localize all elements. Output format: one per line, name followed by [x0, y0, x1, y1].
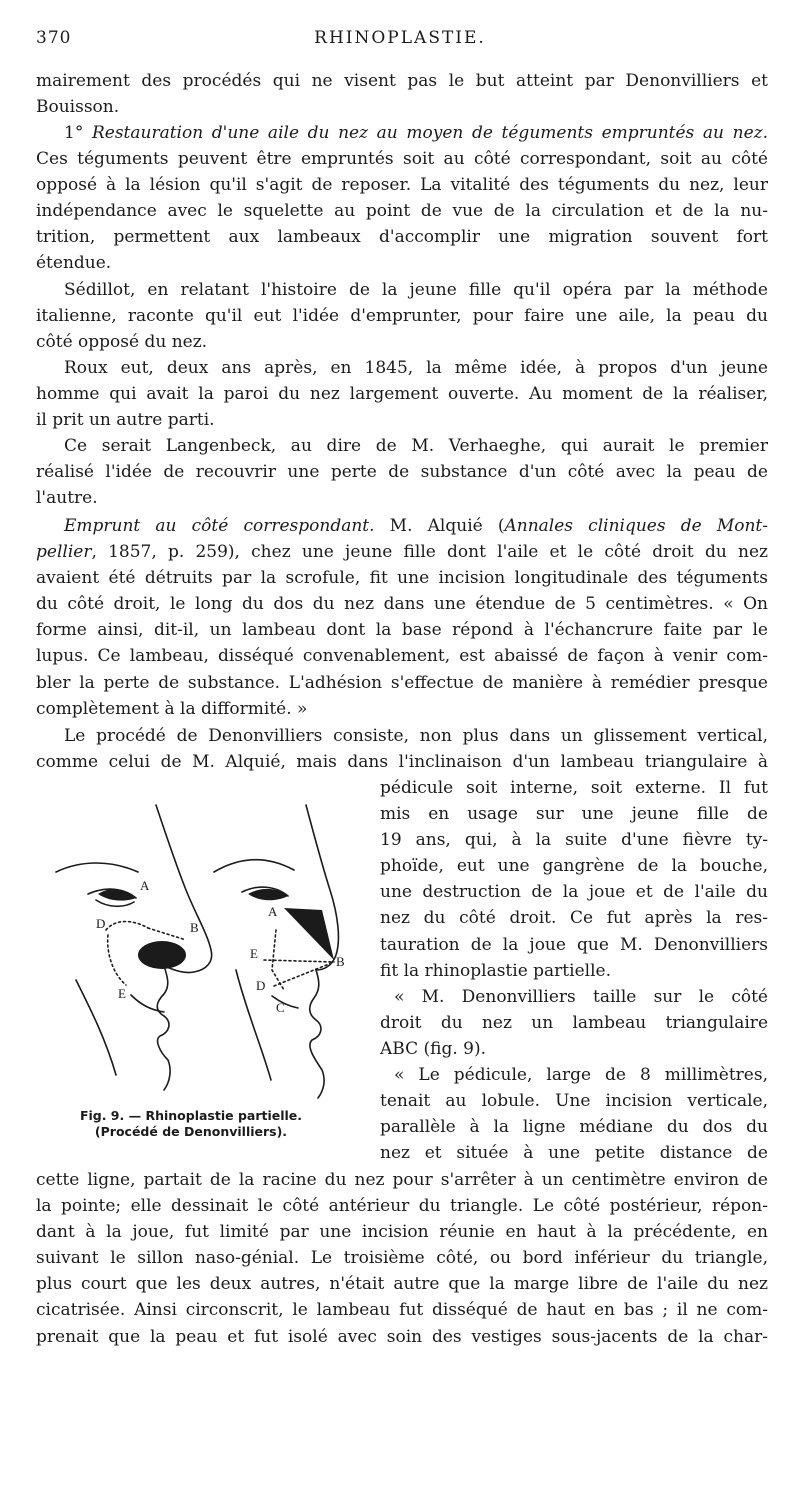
text-line: opposé à la lésion qu'il s'agit de reposer. La vitalité des téguments du nez, leur: [36, 175, 768, 196]
left-eye-lower: [96, 900, 134, 906]
text-line: cicatrisée. Ainsi circonscrit, le lambeau fut disséqué de haut en bas ; il ne com-: [36, 1300, 768, 1321]
label-right-a: A: [268, 904, 278, 919]
right-eyebrow: [214, 860, 294, 872]
text-line: complètement à la difformité. »: [36, 698, 308, 719]
text-line: ABC (fig. 9).: [380, 1038, 487, 1059]
running-title: RHINOPLASTIE.: [314, 28, 486, 48]
left-chin-profile: [158, 1016, 171, 1090]
label-left-d: D: [96, 916, 106, 931]
left-eye: [98, 889, 136, 901]
text-line: indépendance avec le squelette au point de vue de la circulation et de la nu-: [36, 201, 768, 222]
left-nostril-defect: [138, 941, 186, 969]
text-line: il prit un autre parti.: [36, 410, 215, 431]
paragraph-alquie: [36, 513, 768, 722]
paragraph-sedillot: [36, 277, 768, 355]
text-line: Le procédé de Denonvilliers consiste, non plus dans un glissement vertical,: [64, 726, 768, 746]
figure-caption: [36, 1108, 346, 1140]
text-line: Roux eut, deux ans après, en 1845, la même idée, à propos d'un jeune: [64, 358, 768, 378]
text-line: lupus. Ce lambeau, disséqué convenablement, est abaissé de façon à venir com-: [36, 646, 768, 667]
right-chin-profile: [310, 970, 324, 1098]
text-line: Ces téguments peuvent être empruntés soit au côté correspondant, soit au côté: [36, 149, 768, 170]
text-line: Sédillot, en relatant l'histoire de la jeune fille qu'il opéra par la méthode: [64, 280, 768, 300]
text-line: tauration de la joue que M. Denonvilliers: [380, 934, 768, 955]
text-line: réalisé l'idée de recouvrir une perte de substance d'un côté avec la peau de: [36, 462, 768, 483]
label-left-e: E: [118, 986, 126, 1001]
paragraph-restauration: [36, 120, 768, 277]
page-number: 370: [36, 28, 72, 48]
text-line: mairement des procédés qui ne visent pas le but atteint par Denonvilliers et: [36, 71, 768, 91]
label-left-b: B: [190, 920, 199, 935]
left-lip-profile: [157, 966, 168, 1016]
left-dotted-outline: [106, 922, 148, 931]
subsection-heading: Emprunt au côté correspondant.: [64, 516, 375, 536]
right-triangular-flap: [284, 908, 334, 960]
text-line: avaient été détruits par la scrofule, fit une incision longitudinale des téguments: [36, 568, 768, 589]
text-line: Ce serait Langenbeck, au dire de M. Verhaeghe, qui aurait le premier: [64, 436, 768, 456]
label-right-d: D: [256, 978, 266, 993]
label-left-a: A: [140, 878, 150, 893]
paragraph-bottom: [36, 1167, 768, 1350]
section-heading: Restauration d'une aile du nez au moyen de téguments empruntés au nez.: [91, 123, 768, 143]
text-line: « M. Denonvilliers taille sur le côté: [394, 986, 768, 1007]
text-line: Bouisson.: [36, 97, 120, 118]
text-line: mis en usage sur une jeune fille de: [380, 804, 768, 825]
text-line: bler la perte de substance. L'adhésion s'effectue de manière à remédier presque: [36, 672, 768, 693]
paragraph-denonvilliers: [36, 723, 768, 775]
text-line: nez et située à une petite distance de: [380, 1143, 768, 1164]
nose-diagram: [36, 790, 346, 1100]
text-line: pellier, 1857, p. 259), chez une jeune fille dont l'aile et le côté droit du nez: [36, 542, 768, 563]
text-line: pédicule soit interne, soit externe. Il fut: [380, 778, 768, 798]
text-line: phoïde, eut une gangrène de la bouche,: [380, 856, 768, 877]
text-line: suivant le sillon naso-génial. Le troisième côté, ou bord inférieur du triangle,: [36, 1248, 768, 1269]
text-line: Emprunt au côté correspondant. M. Alquié (Annales cliniques de Mont-: [64, 516, 768, 536]
running-header: [36, 28, 764, 54]
text-line: côté opposé du nez.: [36, 332, 208, 353]
text-line: [36, 120, 768, 146]
text-line: forme ainsi, dit-il, un lambeau dont la base répond à l'échancrure faite par le: [36, 620, 768, 641]
left-eyebrow: [56, 863, 138, 872]
text-line: nez du côté droit. Ce fut après la res-: [380, 908, 768, 929]
text-line: dant à la joue, fut limité par une incision réunie en haut à la précédente, en: [36, 1222, 768, 1243]
text-line: plus court que les deux autres, n'était autre que la marge libre de l'aile du nez: [36, 1274, 768, 1295]
text-line: une destruction de la joue et de l'aile du: [380, 882, 768, 903]
text-line: droit du nez un lambeau triangulaire: [380, 1012, 768, 1033]
label-right-c: C: [276, 1000, 285, 1015]
text-line: l'autre.: [36, 488, 98, 509]
text-line: parallèle à la ligne médiane du dos du: [380, 1117, 768, 1138]
text-line: comme celui de M. Alquié, mais dans l'inclinaison d'un lambeau triangulaire à: [36, 752, 768, 773]
right-eye: [248, 889, 288, 900]
text-line: tenait au lobule. Une incision verticale,: [380, 1091, 768, 1112]
text-line: fit la rhinoplastie partielle.: [380, 960, 611, 981]
text-line: homme qui avait la paroi du nez largement ouverte. Au moment de la réaliser,: [36, 384, 768, 405]
text-line: prenait que la peau et fut isolé avec soin des vestiges sous-jacents de la char-: [36, 1326, 768, 1347]
text-line: du côté droit, le long du dos du nez dans une étendue de 5 centimètres. « On: [36, 594, 768, 615]
wrapped-column: [380, 775, 768, 1166]
paragraph-langenbeck: [36, 433, 768, 511]
text-line: trition, permettent aux lambeaux d'accomplir une migration souvent fort: [36, 227, 768, 248]
caption-line: Fig. 9. — Rhinoplastie partielle.: [79, 1108, 303, 1123]
label-right-e: E: [250, 946, 258, 961]
figure-9-illustration: [36, 790, 346, 1100]
label-right-b: B: [336, 954, 345, 969]
caption-line: (Procédé de Denonvilliers).: [94, 1124, 288, 1139]
text-line: italienne, raconte qu'il eut l'idée d'emprunter, pour faire une aile, la peau du: [36, 306, 768, 327]
text-line: cette ligne, partait de la racine du nez pour s'arrêter à un centimètre environ de: [36, 1170, 768, 1190]
paragraph-roux: [36, 355, 768, 433]
section-number: 1°: [64, 123, 92, 143]
text-line: « Le pédicule, large de 8 millimètres,: [394, 1065, 768, 1086]
text-line: la pointe; elle dessinait le côté antérieur du triangle. Le côté postérieur, répon-: [36, 1196, 768, 1217]
paragraph-continuation: [36, 68, 768, 120]
text-line: 19 ans, qui, à la suite d'une fièvre ty-: [380, 830, 768, 851]
text-line: étendue.: [36, 253, 112, 274]
